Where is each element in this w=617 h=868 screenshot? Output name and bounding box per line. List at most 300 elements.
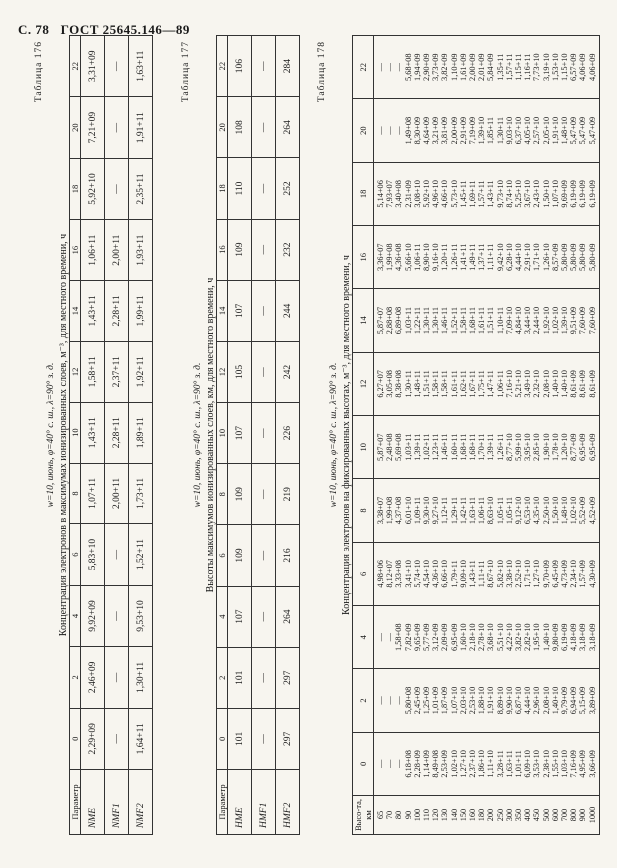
table-cell: 4,30+09 [587,560,597,588]
table-cell: 1,51+11 [486,306,496,335]
table-cell: 1,22+11 [412,306,422,335]
hour-header: 6 [70,524,81,585]
table-cell: 1,02+10 [569,496,579,525]
table-cell: 1,41+11 [458,243,468,271]
table-cell: 4,66+10 [440,180,450,208]
table-cell: 1,62+11 [458,370,468,398]
table-cell: 1,99+11 [129,281,153,342]
table-cell: 1,69+11 [468,180,478,208]
table-cell: 2,38+10 [541,750,551,778]
table-cell: 1,05+11 [504,496,514,525]
table-cell: 1,48+11 [412,370,422,398]
table-cell: 244 [276,280,300,341]
height-value: 160 [468,808,478,822]
table-cell: 1,03+11 [403,306,413,335]
table-cell: — [105,36,129,97]
table-cell: 2,52+10 [514,560,524,588]
table-cell: 284 [276,36,300,97]
table-cell: 3,73+09 [431,53,441,81]
table-cell: 1,35+11 [495,53,505,81]
value-column [374,542,600,605]
table-cell: 1,57+11 [477,180,487,208]
table-cell: 3,68+10 [486,623,496,651]
table-cell: 6,53+10 [523,496,533,525]
table-cell: 1,48+10 [560,116,570,145]
table-cell: 2,31+09 [403,180,413,208]
table-cell: 2,53+10 [468,686,478,715]
height-value: 350 [514,808,524,822]
table-cell: 9,70+09 [541,560,551,588]
table-cell: 1,52+11 [129,524,153,585]
table-cell: 4,98+06 [376,560,385,588]
table-cell: 1,42+11 [458,496,468,525]
table-cell: 2,91+10 [523,243,533,271]
table-cell: 2,85+10 [532,433,542,461]
table-cell: 9,80+09 [550,623,560,651]
table-cell: 3,28+11 [495,750,505,778]
table-cell: 1,43+11 [81,402,105,463]
table-cell: 297 [276,647,300,708]
table-cell: 5,80+09 [569,243,579,271]
table-176-condition: w=10, июнь, φ=40° с. ш., λ=90° з. д. [46,362,56,508]
table-cell: 1,11+11 [486,243,496,271]
table-cell: 7,60+09 [587,306,597,335]
table-cell: 9,42+10 [495,243,505,271]
table-cell: — [385,696,395,705]
table-cell: 3,82+10 [514,623,524,651]
table-cell: 1,26+11 [495,433,505,461]
table-176-block [34,35,153,835]
table-cell: 4,44+10 [523,686,533,715]
table-cell: 5,47+09 [578,116,588,145]
table-cell: 3,82+09 [440,53,450,81]
table-cell: 1,02+10 [449,750,459,778]
table-cell: — [105,524,129,585]
hour-header: 6 [217,525,228,586]
value-column [374,162,600,225]
table-cell: 9,69+09 [560,180,570,208]
hour-header: 20 [70,97,81,158]
table-cell: 101 [228,647,252,708]
hour-header: 12 [353,352,374,415]
hour-header: 14 [70,281,81,342]
table-cell: 1,58+11 [431,370,441,398]
table-cell: 6,94+09 [569,686,579,715]
table-cell: 1,39+11 [486,433,496,461]
table-cell: 2,35+11 [129,158,153,219]
table-cell: 3,44+10 [523,306,533,335]
table-cell: 1,61+11 [449,370,459,398]
value-column [374,669,600,732]
hour-header: 8 [70,463,81,524]
table-cell: 5,77+09 [422,623,432,651]
table-cell: 3,12+09 [431,623,441,651]
table-cell: 2,96+10 [532,686,542,715]
table-cell: 3,40+08 [394,180,404,208]
table-cell: 6,09+10 [523,750,533,778]
table-cell: 107 [228,280,252,341]
table-cell: 242 [276,341,300,402]
table-cell: 2,28+11 [105,402,129,463]
table-cell: 2,08+10 [541,370,551,398]
hour-header: 14 [217,280,228,341]
table-cell: 7,82+09 [403,623,413,651]
table-cell: 109 [228,525,252,586]
value-column [374,99,600,162]
table-cell: — [105,97,129,158]
table-cell: 1,68+11 [468,433,478,461]
table-cell: 2,90+09 [422,53,432,81]
rotated-content [34,35,597,835]
height-column [374,796,600,835]
table-cell: — [252,36,276,97]
table-cell: 4,73+09 [560,560,570,588]
table-cell: 3,08+10 [412,180,422,208]
table-cell: 8,77+10 [504,433,514,461]
table-cell: — [252,586,276,647]
hour-header: 8 [217,464,228,525]
table-cell: 7,21+09 [81,97,105,158]
table-cell: 2,01+09 [477,53,487,81]
height-value: 400 [523,808,533,822]
table-cell: 1,40+10 [550,370,560,398]
table-cell: 1,58+11 [458,306,468,335]
value-column [374,732,600,795]
table-cell: 1,70+11 [477,433,487,461]
table-cell: 5,15+09 [578,686,588,715]
table-cell: 9,03+10 [504,116,514,145]
table-cell: 1,40+10 [560,370,570,398]
table-cell: 2,18+10 [468,623,478,651]
table-cell: 6,19+09 [578,180,588,208]
param-name: HMF1 [252,770,276,835]
table-177-block [181,35,300,835]
table-cell: 1,15+10 [560,53,570,81]
table-cell: 1,39+11 [412,433,422,461]
table-cell: 3,95+10 [523,433,533,461]
table-cell: 1,87+09 [440,686,450,715]
table-cell: 9,12+10 [514,496,524,525]
document-code: ГОСТ 25645.146—89 [60,22,190,37]
table-cell: 1,94+09 [412,53,422,81]
table-cell: 6,19+09 [560,623,570,651]
table-177-label: Таблица 177 [181,41,191,103]
table-cell: 1,40+10 [550,686,560,715]
table-cell: 1,06+11 [477,496,487,525]
table-cell: 1,92+11 [129,341,153,402]
table-cell: 1,07+10 [449,686,459,715]
table-cell: 297 [276,708,300,769]
hour-header: 2 [70,647,81,708]
table-cell: 3,89+09 [587,686,597,715]
table-cell: 2,28+11 [105,281,129,342]
table-cell: 1,43+11 [81,281,105,342]
table-cell: 107 [228,403,252,464]
table-cell: 8,89+10 [495,686,505,715]
table-cell: 9,90+10 [504,686,514,715]
table-cell: — [252,158,276,219]
table-cell: 1,30+11 [431,306,441,335]
height-value: 500 [541,808,551,822]
height-value: 900 [578,808,588,822]
table-cell: 9,09+10 [458,560,468,588]
height-value: 140 [449,808,459,822]
value-column [374,479,600,542]
hour-header: 22 [70,36,81,97]
table-cell: 9,73+10 [495,180,505,208]
table-cell: 1,16+11 [523,53,533,81]
table-cell: 1,03+11 [403,433,413,461]
param-name: NMF2 [129,770,153,835]
table-cell: 1,55+10 [550,750,560,778]
table-cell: 2,37+10 [468,750,478,778]
table-cell: 1,91+11 [129,97,153,158]
table-cell: 2,00+09 [468,53,478,81]
table-cell: 1,03+10 [560,750,570,778]
table-cell: 8,30+09 [412,116,422,145]
table-cell: 1,45+11 [458,180,468,208]
table-cell: 232 [276,219,300,280]
table-cell: 1,20+10 [560,433,570,461]
table-cell: 5,83+10 [81,524,105,585]
table-cell: 6,01+10 [403,496,413,525]
height-value: 65 [376,810,385,820]
param-name: HMF2 [276,770,300,835]
table-cell: 1,88+10 [477,686,487,715]
table-cell: 3,31+09 [81,36,105,97]
value-column [374,226,600,289]
table-cell: 2,48+08 [385,433,395,461]
table-cell: 1,52+11 [449,306,459,335]
table-cell: 8,57+09 [550,243,560,271]
table-cell: 6,19+09 [569,180,579,208]
table-cell: 264 [276,97,300,158]
table-cell: 1,02+11 [422,433,432,461]
height-value: 200 [486,808,496,822]
table-cell: 1,58+11 [440,370,450,398]
height-value: 300 [504,808,514,822]
table-cell: 1,20+11 [440,243,450,271]
table-cell: — [394,126,404,135]
table-cell: 2,53+09 [440,750,450,778]
table-cell: — [376,126,385,135]
table-cell: 1,92+10 [541,306,551,335]
table-cell: 5,80+09 [578,243,588,271]
table-cell: 7,16+09 [569,750,579,778]
table-cell: 1,91+10 [550,116,560,145]
table-cell: 5,47+09 [569,116,579,145]
table-cell: 1,23+11 [431,433,441,461]
table-cell: 2,82+10 [523,623,533,651]
hour-header: 20 [217,97,228,158]
table-cell: 1,11+11 [477,560,487,588]
table-cell: 1,75+11 [477,370,487,398]
table-cell: 1,09+11 [412,496,422,525]
table-cell: 8,61+09 [587,370,597,398]
table-cell: 2,32+10 [532,370,542,398]
table-cell: 1,07+10 [550,180,560,208]
table-cell: 216 [276,525,300,586]
table-cell: 6,57+09 [569,53,579,81]
table-cell: 2,37+11 [105,341,129,402]
table-cell: 4,52+09 [587,496,597,525]
table-176 [69,35,153,835]
hour-header: 16 [217,219,228,280]
table-cell: 1,01+11 [514,750,524,778]
height-value: 150 [458,808,468,822]
table-cell: 4,06+09 [578,53,588,81]
table-cell: 5,74+10 [412,560,422,588]
table-cell: 1,47+11 [486,370,496,398]
table-cell: 107 [228,586,252,647]
table-cell: — [252,464,276,525]
table-176-title: Концентрация электронов в максимумах ионизированных слоев, м⁻³, для местного времени, ч [58,233,69,637]
table-cell: 1,91+10 [486,686,496,715]
table-cell: 7,73+10 [532,53,542,81]
table-cell: 2,46+09 [81,647,105,708]
value-column [374,352,600,415]
table-cell: 2,88+08 [385,306,395,335]
table-cell: 4,54+10 [422,560,432,588]
table-cell: 1,46+11 [440,306,450,335]
height-value: 130 [440,808,450,822]
table-cell: 2,45+09 [412,686,422,715]
table-cell: — [385,633,395,642]
table-cell: 2,08+10 [541,686,551,715]
table-cell: 1,51+11 [422,370,432,398]
table-cell: 1,99+08 [385,243,395,271]
param-name: NME [81,770,105,835]
table-cell: 110 [228,158,252,219]
table-cell: 3,38+10 [504,560,514,588]
table-cell: 5,84+09 [486,53,496,81]
table-cell: 1,10+09 [449,53,459,81]
table-cell: 5,87+07 [376,306,385,335]
table-cell: 3,21+09 [431,116,441,145]
table-cell: 3,49+10 [523,370,533,398]
table-cell: 4,64+09 [422,116,432,145]
table-cell: 1,01+09 [431,686,441,715]
table-cell: 2,78+10 [477,623,487,651]
table-cell: 1,67+11 [468,370,478,398]
table-cell: 6,95+09 [578,433,588,461]
table-cell: 6,37+10 [514,116,524,145]
table-cell: 1,57+11 [504,53,514,81]
table-cell: 2,29+09 [81,708,105,769]
table-cell: 8,61+09 [569,370,579,398]
table-cell: 2,50+10 [541,496,551,525]
height-value: 120 [431,808,441,822]
table-cell: 5,66+10 [403,243,413,271]
table-cell: 3,81+09 [440,116,450,145]
height-value: 700 [560,808,570,822]
table-cell: 4,35+10 [532,496,542,525]
table-row [252,36,276,835]
param-header: Параметр [70,770,81,835]
table-cell: 1,68+11 [468,306,478,335]
hour-header: 0 [70,708,81,769]
table-cell: 7,09+10 [504,306,514,335]
hour-header: 12 [70,341,81,402]
table-cell: 219 [276,464,300,525]
table-cell: 9,92+09 [81,585,105,646]
table-cell: 1,61+11 [477,306,487,335]
hour-header: 10 [70,402,81,463]
table-cell: 2,03+10 [458,686,468,715]
table-row [228,36,252,835]
table-cell: 4,18+09 [569,623,579,651]
table-177-title: Высоты максимумов ионизированных слоев, км, для местного времени, ч [205,277,216,593]
table-cell: — [252,647,276,708]
table-cell: 8,74+10 [504,180,514,208]
table-cell: 1,25+09 [422,686,432,715]
table-cell: 1,89+11 [129,402,153,463]
hour-header: 0 [217,708,228,769]
hour-header: 14 [353,289,374,352]
table-cell: 264 [276,586,300,647]
table-cell: 5,82+10 [495,560,505,588]
table-cell: 1,26+11 [449,243,459,271]
table-cell: 2,57+10 [532,116,542,145]
table-cell: 1,27+10 [532,560,542,588]
table-cell: 8,67+10 [486,560,496,588]
height-value: 1000 [587,806,597,824]
table-cell: 4,96+10 [431,180,441,208]
table-cell: 5,99+10 [514,433,524,461]
table-cell: 1,50+10 [541,180,551,208]
table-176-label: Таблица 176 [34,41,44,103]
table-row [105,36,129,835]
table-cell: 1,99+08 [385,496,395,525]
table-cell: 1,12+11 [440,496,450,525]
table-178 [352,35,600,835]
table-cell: 1,73+11 [129,463,153,524]
hour-header: 22 [217,36,228,97]
table-cell: 5,73+10 [449,180,459,208]
table-cell: 1,63+11 [129,36,153,97]
table-cell: — [376,759,385,768]
height-header: Высо-та, км [353,796,374,835]
table-cell: — [394,696,404,705]
table-cell: 1,30+11 [129,647,153,708]
table-cell: 2,09+09 [440,623,450,651]
table-cell: 3,33+08 [394,560,404,588]
table-row [81,36,105,835]
table-cell: 4,22+10 [504,623,514,651]
table-cell: 2,00+11 [105,220,129,281]
table-cell: — [376,63,385,72]
table-cell: 8,38+08 [394,370,404,398]
table-cell: 1,71+10 [523,560,533,588]
table-cell: 7,93+07 [385,180,395,208]
table-cell: — [105,708,129,769]
table-row [129,36,153,835]
hour-header: 10 [353,416,374,479]
table-cell: 6,45+09 [550,560,560,588]
table-cell: 5,87+07 [376,433,385,461]
table-cell: 6,27+07 [376,370,385,398]
table-cell: 9,16+10 [431,243,441,271]
table-cell: 5,92+10 [422,180,432,208]
hour-header: 0 [353,732,374,795]
hour-header: 18 [70,158,81,219]
table-cell: 4,44+10 [514,243,524,271]
table-cell: 5,92+10 [81,158,105,219]
table-cell: 5,14+06 [376,180,385,208]
table-cell: 9,51+09 [569,306,579,335]
table-cell: 226 [276,403,300,464]
table-cell: — [252,97,276,158]
